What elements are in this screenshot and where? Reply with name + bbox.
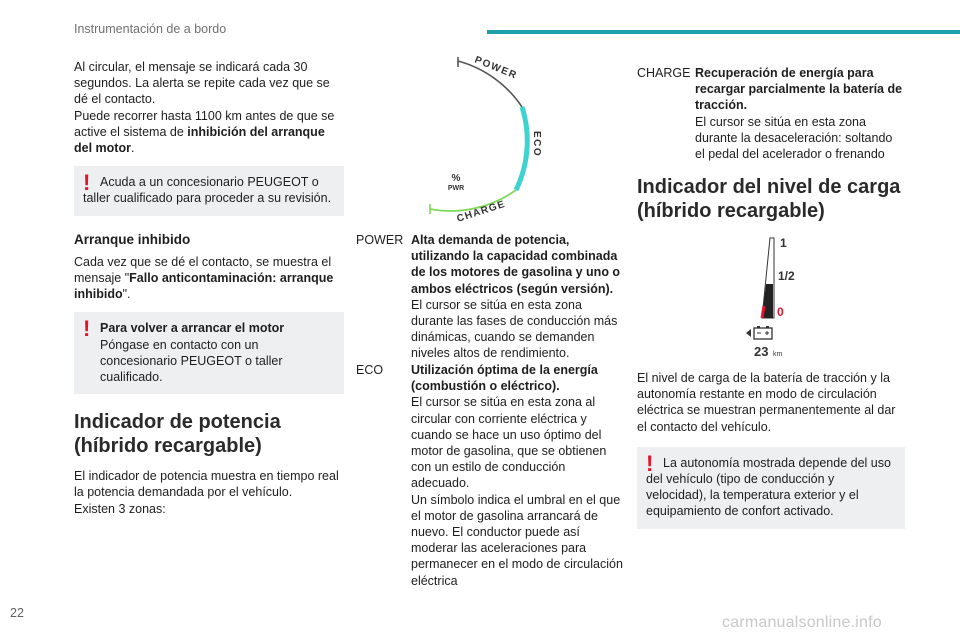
battery-range-value: 23 — [754, 344, 769, 359]
zone-power-summary: Alta demanda de potencia, utilizando la capacidad combinada de los motores de gasolina y uno o ambos eléctricos (según versión). — [411, 233, 621, 296]
warning-note-restart: ! Para volver a arrancar el motor Póngase en contacto con un concesionario PEUGEOT o taller cualificado. — [74, 312, 344, 394]
battery-label-empty: 0 — [777, 305, 784, 319]
paragraph-range-before-inhibit: Puede recorrer hasta 1100 km antes de que se active el sistema de inhibición del arranque del motor. — [74, 108, 335, 156]
page-number: 22 — [10, 606, 24, 620]
gauge-arc-eco — [516, 107, 527, 190]
warning-icon: ! — [83, 170, 91, 196]
zone-term-eco: ECO — [356, 363, 384, 377]
battery-gauge-empty-mark — [762, 306, 764, 318]
warning-note-autonomy: ! La autonomía mostrada depende del uso del vehículo (tipo de conducción y velocidad), la temperatura exterior y el equipamiento de confort activado. — [637, 447, 905, 529]
warning-icon: ! — [646, 450, 654, 476]
watermark: carmanualsonline.info — [722, 614, 882, 631]
paragraph-start-inhibited: Cada vez que se dé el contacto, se muestra el mensaje "Fallo anticontaminación: arranque inhibido". — [74, 254, 334, 302]
header-accent-bar — [487, 30, 960, 34]
battery-label-half: 1/2 — [778, 269, 795, 283]
column-left — [74, 59, 344, 517]
gauge-label-eco: ECO — [531, 131, 542, 158]
zone-term-power: POWER — [356, 233, 404, 247]
warning-icon: ! — [83, 316, 91, 342]
zone-eco-summary: Utilización óptima de la energía (combustión o eléctrico). — [411, 363, 598, 394]
paragraph-three-zones: Existen 3 zonas: — [74, 501, 166, 516]
gauge-label-power: POWER — [472, 54, 519, 82]
battery-plug-icon — [746, 326, 772, 339]
column-right-heading — [637, 175, 905, 223]
paragraph-power-indicator: El indicador de potencia muestra en tiempo real la potencia demandada por el vehículo. — [74, 469, 339, 500]
battery-range-unit: km — [773, 351, 783, 358]
battery-label-full: 1 — [780, 236, 787, 250]
page-header-title: Instrumentación de a bordo — [74, 22, 227, 36]
zone-eco-threshold: Un símbolo indica el umbral en el que el motor de gasolina arrancará de nuevo. El conductor puede así moderar las aceleraciones para permanecer en el modo de circulación eléctrica — [411, 492, 623, 588]
gauge-label-pwr: PWR — [447, 185, 465, 192]
charge-level-gauge — [740, 232, 800, 362]
gauge-label-charge: CHARGE — [455, 198, 507, 225]
heading-charge-level: Indicador del nivel de carga (híbrido recargable) — [637, 176, 901, 222]
zone-charge-detail: El cursor se sitúa en esta zona durante la desaceleración: soltando el pedal del acelerador o frenando — [695, 114, 893, 162]
zone-power-detail: El cursor se sitúa en esta zona durante las fases de conducción más dinámicas, cuando se demanden niveles altos de rendimiento. — [411, 297, 618, 361]
power-gauge-illustration — [410, 47, 570, 227]
heading-power-indicator: Indicador de potencia (híbrido recargable) — [74, 411, 281, 458]
zone-eco-detail: El cursor se sitúa en esta zona al circular con corriente eléctrica y cuando se hace un uso óptimo del motor de gasolina, que se obtienen con un estilo de conducción adecuado. — [411, 395, 607, 491]
paragraph-message-interval: Al circular, el mensaje se indicará cada 30 segundos. La alerta se repite cada vez que se dé el contacto. — [74, 60, 330, 107]
subheading-start-inhibited: Arranque inhibido — [74, 231, 191, 247]
zone-term-charge: CHARGE — [637, 66, 691, 80]
column-right-body — [637, 370, 905, 529]
paragraph-charge-level: El nivel de carga de la batería de tracción y la autonomía restante en modo de circulación eléctrica se muestran permanentemente al dar el contacto del vehículo. — [637, 371, 896, 434]
zone-charge-summary: Recuperación de energía para recargar parcialmente la batería de tracción. — [695, 66, 903, 113]
gauge-label-percent: % — [451, 173, 461, 184]
warning-note-dealer: ! Acuda a un concesionario PEUGEOT o taller cualificado para proceder a su revisión. — [74, 166, 344, 215]
